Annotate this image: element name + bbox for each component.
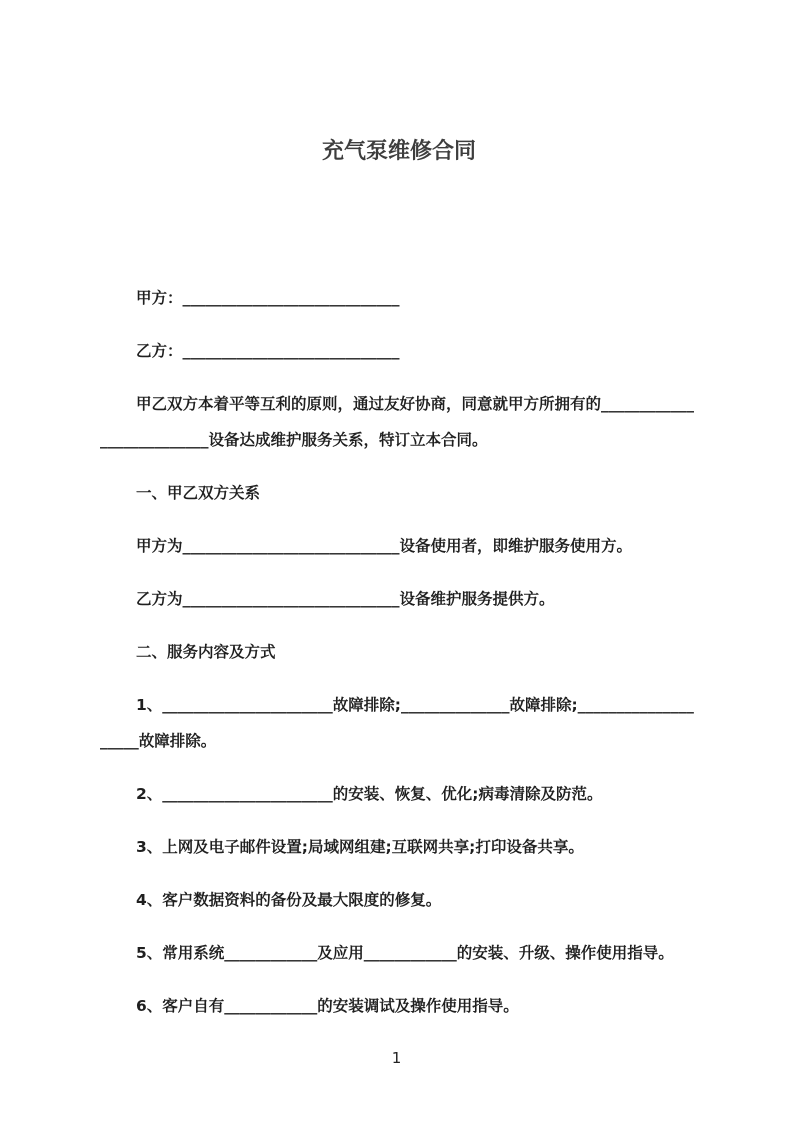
party-b-label: 乙方：	[136, 342, 183, 360]
party-b-role-suffix: 设备维护服务提供方。	[399, 590, 555, 608]
service-item-3: 3、上网及电子邮件设置;局域网组建;互联网共享;打印设备共享。	[136, 838, 584, 856]
page-number: 1	[391, 1049, 402, 1067]
section2-heading: 二、服务内容及方式	[136, 643, 276, 661]
party-b-line	[100, 333, 698, 369]
party-b-role-label: 乙方为	[136, 590, 183, 608]
service-item-4: 4、客户数据资料的备份及最大限度的修复。	[136, 891, 442, 909]
party-a-role-suffix: 设备使用者，即维护服务使用方。	[399, 537, 633, 555]
party-b-role-line	[100, 581, 698, 617]
service-item-5: 5、常用系统____________及应用____________的安装、升级、操作使用指导。	[136, 944, 674, 962]
intro-paragraph: 甲乙双方本着平等互利的原则，通过友好协商，同意就甲方所拥有的__________________________设备达成维护服务关系，特订立本合同。	[100, 395, 695, 449]
party-a-role-blank: ____________________________	[182, 537, 400, 555]
party-a-role-label: 甲方为	[136, 537, 183, 555]
service-item-2: 2、______________________的安装、恢复、优化;病毒清除及防范。	[136, 785, 603, 803]
service-item-6: 6、客户自有____________的安装调试及操作使用指导。	[136, 997, 519, 1015]
party-a-label: 甲方：	[136, 289, 183, 307]
party-b-blank: ____________________________	[182, 342, 400, 360]
party-a-blank: ____________________________	[182, 289, 400, 307]
section1-heading: 一、甲乙双方关系	[136, 484, 261, 502]
service-item-1: 1、______________________故障排除;______________故障排除;____________________故障排除。	[100, 696, 694, 750]
party-a-line	[100, 280, 698, 316]
document-title: 充气泵维修合同	[321, 139, 476, 164]
party-b-role-blank: ____________________________	[182, 590, 400, 608]
party-a-role-line	[100, 528, 698, 564]
